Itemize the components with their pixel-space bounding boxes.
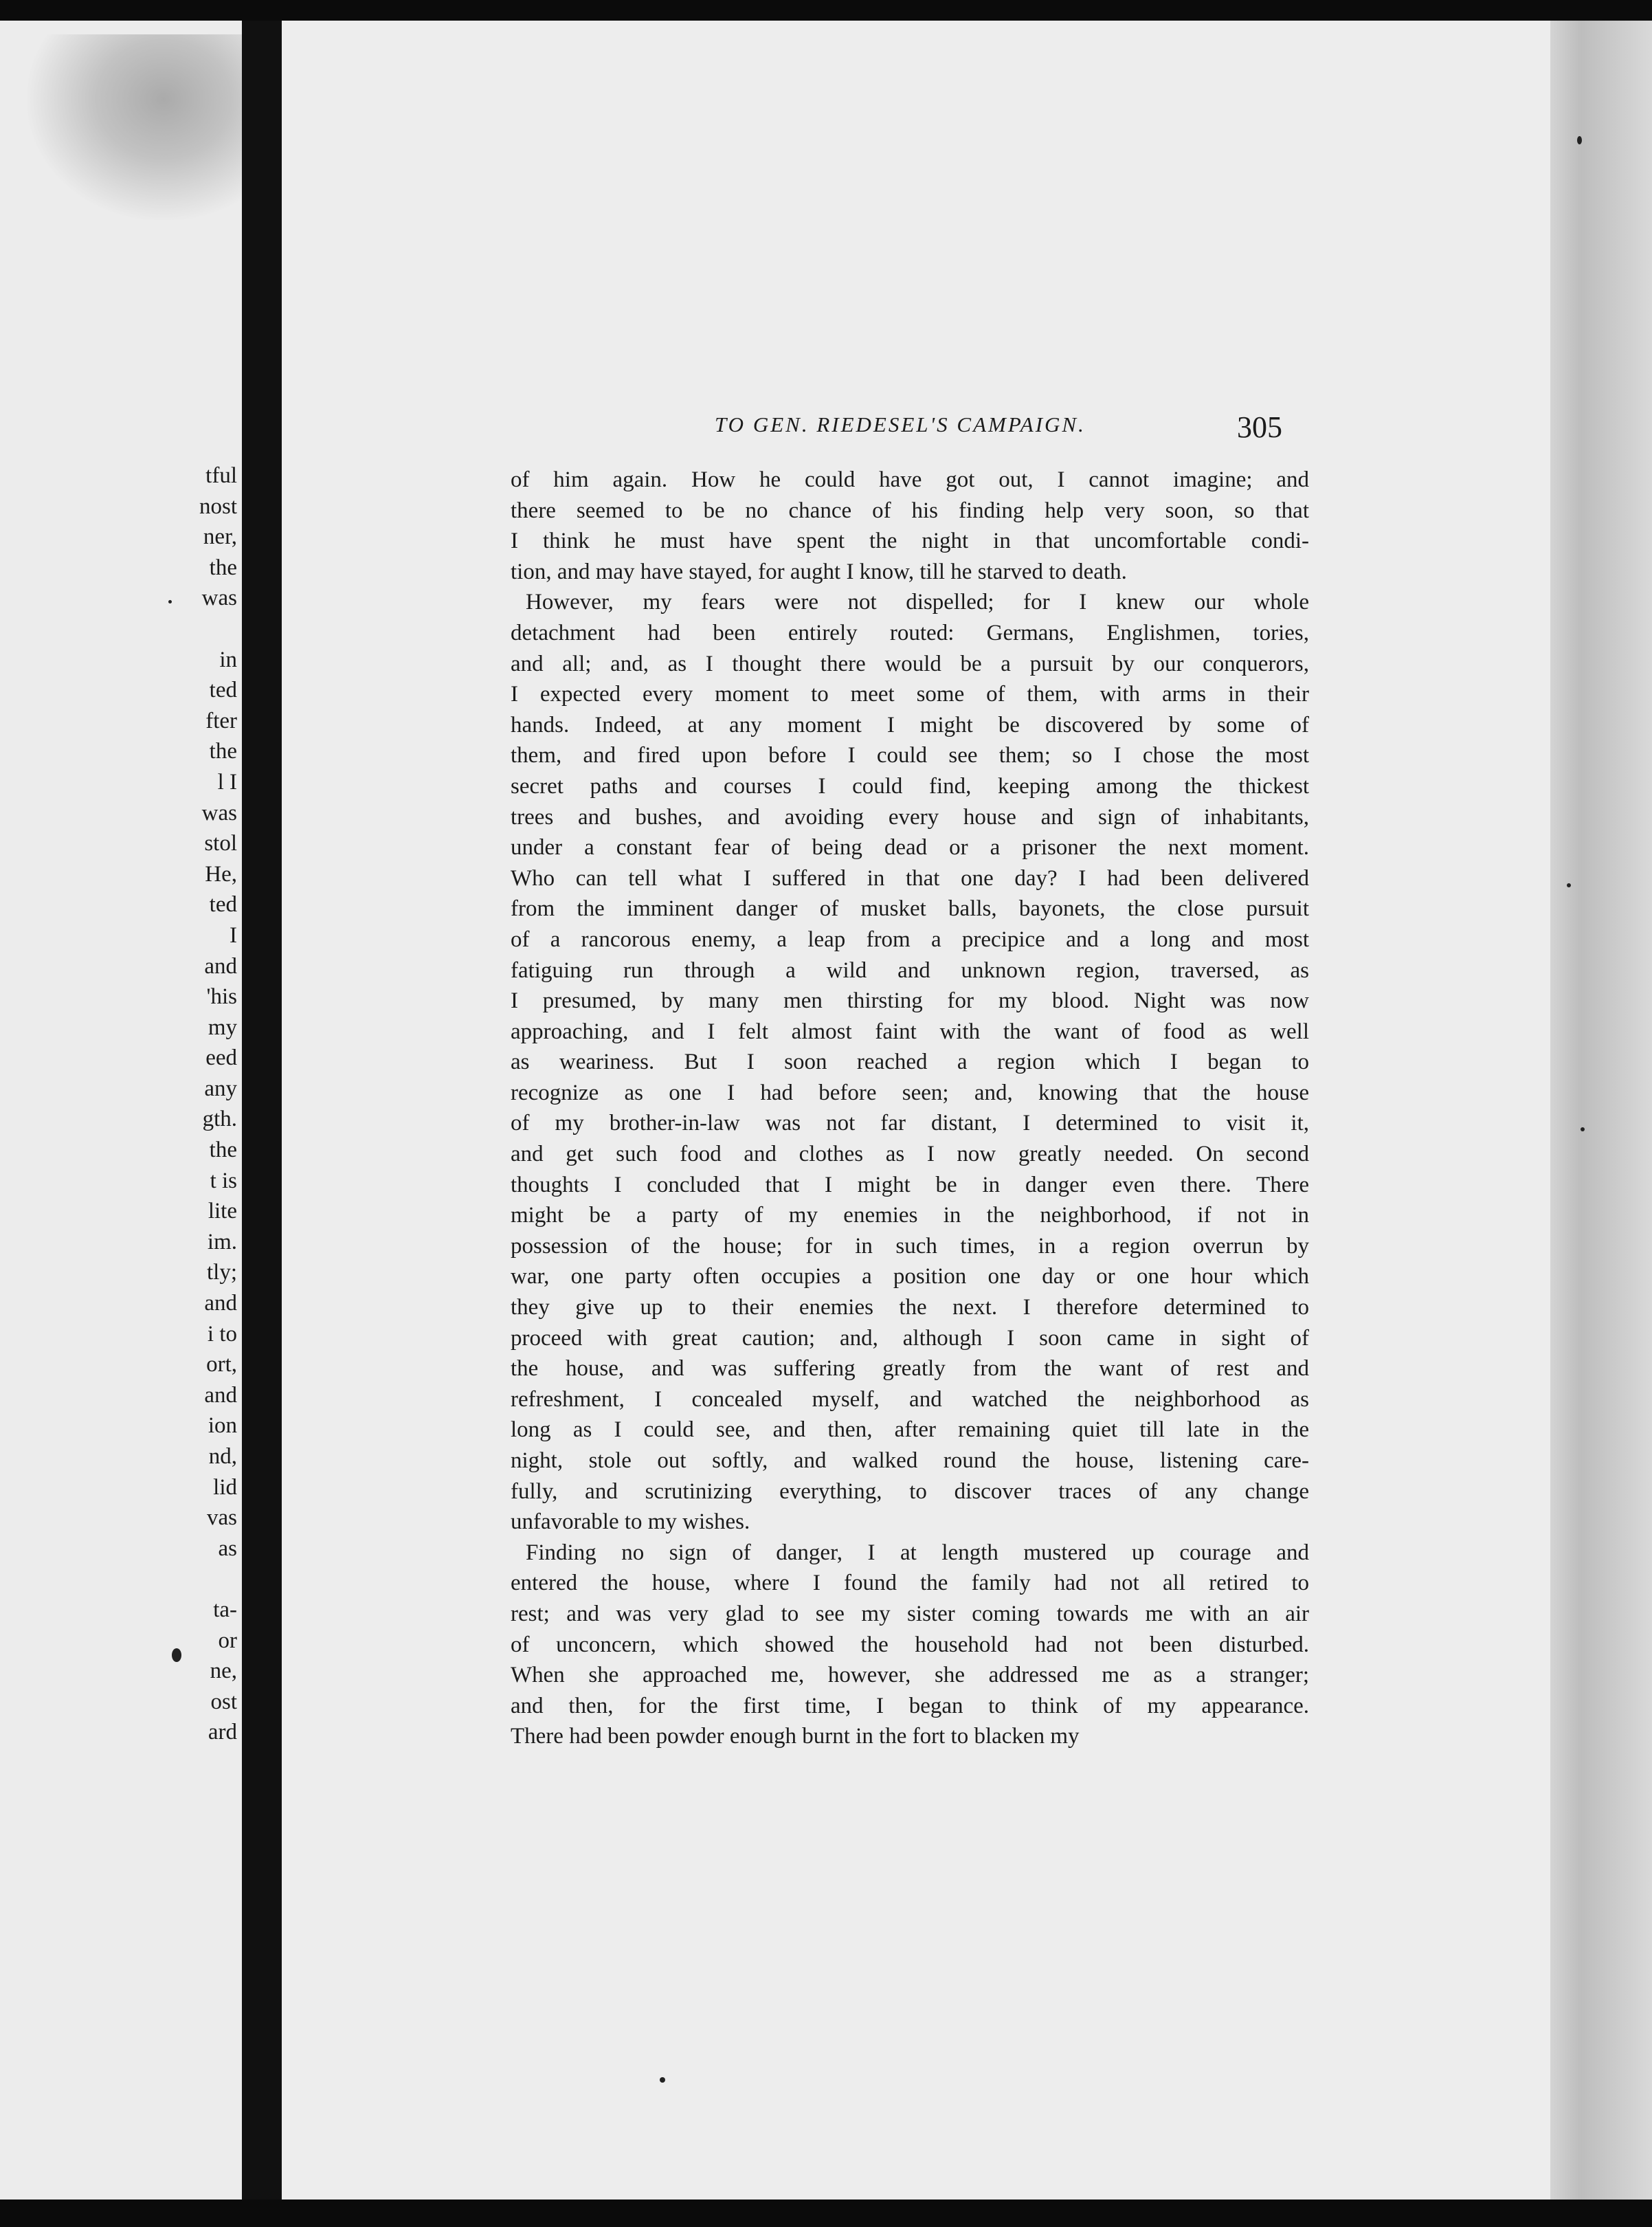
left-text-fragment: i to: [207, 1321, 237, 1347]
left-text-fragment: I: [230, 922, 237, 948]
text-line: unfavorable to my wishes.: [511, 1509, 750, 1535]
text-line: of my brother-in-law was not far distant, I determined to visit it,: [511, 1111, 1309, 1136]
left-text-fragment: in: [219, 647, 237, 672]
text-line: long as I could see, and then, after remaining quiet till late in the: [511, 1417, 1309, 1443]
left-text-fragment: nost: [199, 494, 237, 519]
text-line: I presumed, by many men thirsting for my blood. Night was now: [511, 988, 1309, 1014]
left-text-fragment: ion: [208, 1413, 237, 1439]
left-text-fragment: lite: [208, 1199, 237, 1224]
text-line: tion, and may have stayed, for aught I know, till he starved to death.: [511, 559, 1127, 584]
page-number: 305: [1237, 410, 1282, 444]
left-text-fragment: 'his: [206, 984, 237, 1010]
left-text-fragment: lid: [213, 1474, 237, 1500]
left-text-fragment: any: [204, 1076, 237, 1101]
text-line: trees and bushes, and avoiding every house and sign of inhabitants,: [511, 804, 1309, 830]
text-line: might be a party of my enemies in the neighborhood, if not in: [511, 1203, 1309, 1228]
left-text-fragment: the: [209, 555, 237, 580]
text-line: refreshment, I concealed myself, and watched the neighborhood as: [511, 1386, 1309, 1412]
left-text-fragment: the: [209, 739, 237, 764]
text-line: When she approached me, however, she addressed me as a stranger;: [511, 1663, 1309, 1688]
text-line: approaching, and I felt almost faint with the want of food as well: [511, 1019, 1309, 1044]
text-line: of unconcern, which showed the household had not been disturbed.: [511, 1632, 1309, 1657]
left-text-fragment: vas: [207, 1505, 237, 1531]
text-line: However, my fears were not dispelled; for I knew our whole: [526, 590, 1309, 615]
left-text-fragment: the: [209, 1138, 237, 1163]
left-text-fragment: ner,: [203, 524, 237, 550]
text-line: I expected every moment to meet some of them, with arms in their: [511, 682, 1309, 707]
text-line: fully, and scrutinizing everything, to discover traces of any change: [511, 1478, 1309, 1504]
left-text-fragment: ost: [210, 1689, 237, 1714]
left-text-fragment: im.: [207, 1229, 237, 1254]
text-line: secret paths and courses I could find, keeping among the thickest: [511, 773, 1309, 799]
text-line: of him again. How he could have got out, I cannot imagine; and: [511, 467, 1309, 492]
text-line: from the imminent danger of musket balls, bayonets, the close pursuit: [511, 896, 1309, 922]
text-line: and all; and, as I thought there would be a pursuit by our conquerors,: [511, 651, 1309, 676]
left-text-fragment: ard: [208, 1720, 237, 1745]
text-line: and then, for the first time, I began to think of my appearance.: [511, 1693, 1309, 1718]
left-text-fragment: and: [204, 953, 237, 979]
text-line: fatiguing run through a wild and unknown region, traversed, as: [511, 957, 1309, 983]
left-text-fragment: as: [218, 1536, 237, 1561]
left-text-fragment: [0, 1564, 237, 1595]
left-text-fragment: nd,: [208, 1444, 237, 1469]
text-line: There had been powder enough burnt in the fort to blacken my: [511, 1724, 1080, 1749]
text-line: thoughts I concluded that I might be in danger even there. There: [511, 1172, 1309, 1197]
left-text-fragment: and: [204, 1382, 237, 1408]
text-line: detachment had been entirely routed: Germans, Englishmen, tories,: [511, 620, 1309, 645]
page-edge: [1550, 21, 1652, 2227]
text-line: rest; and was very glad to see my sister coming towards me with an air: [511, 1601, 1309, 1626]
text-line: there seemed to be no chance of his finding help very soon, so that: [511, 498, 1309, 523]
scan-bottom-border: [0, 2200, 1652, 2227]
left-text-fragment: [0, 614, 237, 645]
text-line: night, stole out softly, and walked round the house, listening care-: [511, 1448, 1309, 1473]
left-text-fragment: was: [201, 586, 237, 611]
left-text-fragment: He,: [205, 861, 237, 887]
text-line: as weariness. But I soon reached a region which I began to: [511, 1050, 1309, 1075]
text-line: of a rancorous enemy, a leap from a precipice and a long and most: [511, 927, 1309, 952]
left-text-fragment: stol: [204, 831, 237, 856]
text-line: hands. Indeed, at any moment I might be discovered by some of: [511, 712, 1309, 738]
left-text-fragment: l I: [217, 769, 237, 795]
left-text-fragment: or: [218, 1628, 237, 1653]
running-head: TO GEN. RIEDESEL'S CAMPAIGN.: [715, 412, 1086, 436]
left-text-fragment: ne,: [210, 1659, 237, 1684]
scan-speck: [1577, 136, 1582, 144]
scan-speck: [172, 1648, 181, 1662]
left-text-fragment: ta-: [213, 1597, 237, 1622]
text-line: they give up to their enemies the next. I therefore determined to: [511, 1295, 1309, 1320]
text-line: Who can tell what I suffered in that one day? I had been delivered: [511, 865, 1309, 891]
text-line: recognize as one I had before seen; and, knowing that the house: [511, 1080, 1309, 1105]
left-text-fragment: ted: [209, 678, 237, 703]
scan-speck: [168, 600, 172, 603]
left-text-fragment: and: [204, 1291, 237, 1316]
page-stain: [27, 34, 254, 220]
left-text-fragment: tful: [205, 463, 237, 488]
left-page-text-fragments: [0, 461, 237, 1748]
left-text-fragment: ort,: [206, 1352, 237, 1377]
left-text-fragment: fter: [205, 708, 237, 733]
left-text-fragment: ted: [209, 892, 237, 918]
text-line: the house, and was suffering greatly from the want of rest and: [511, 1356, 1309, 1382]
left-text-fragment: gth.: [202, 1107, 237, 1132]
book-gutter: [242, 21, 282, 2227]
body-text: [511, 465, 1309, 1752]
text-line: proceed with great caution; and, although I soon came in sight of: [511, 1325, 1309, 1351]
text-line: Finding no sign of danger, I at length mustered up courage and: [526, 1540, 1309, 1565]
text-line: I think he must have spent the night in that uncomfortable condi-: [511, 529, 1309, 554]
text-line: under a constant fear of being dead or a prisoner the next moment.: [511, 835, 1309, 861]
scan-speck: [1567, 883, 1571, 887]
left-text-fragment: was: [201, 800, 237, 826]
text-line: war, one party often occupies a position one day or one hour which: [511, 1264, 1309, 1289]
scan-speck: [1581, 1127, 1585, 1131]
left-text-fragment: t is: [210, 1168, 237, 1193]
text-line: them, and fired upon before I could see them; so I chose the most: [511, 743, 1309, 768]
text-line: and get such food and clothes as I now greatly needed. On second: [511, 1142, 1309, 1167]
left-text-fragment: eed: [205, 1045, 237, 1071]
text-line: entered the house, where I found the family had not all retired to: [511, 1571, 1309, 1596]
scan-top-border: [0, 0, 1652, 21]
scan-speck: [660, 2077, 665, 2083]
text-line: possession of the house; for in such times, in a region overrun by: [511, 1233, 1309, 1259]
left-text-fragment: my: [208, 1015, 237, 1040]
left-text-fragment: tly;: [206, 1260, 237, 1285]
